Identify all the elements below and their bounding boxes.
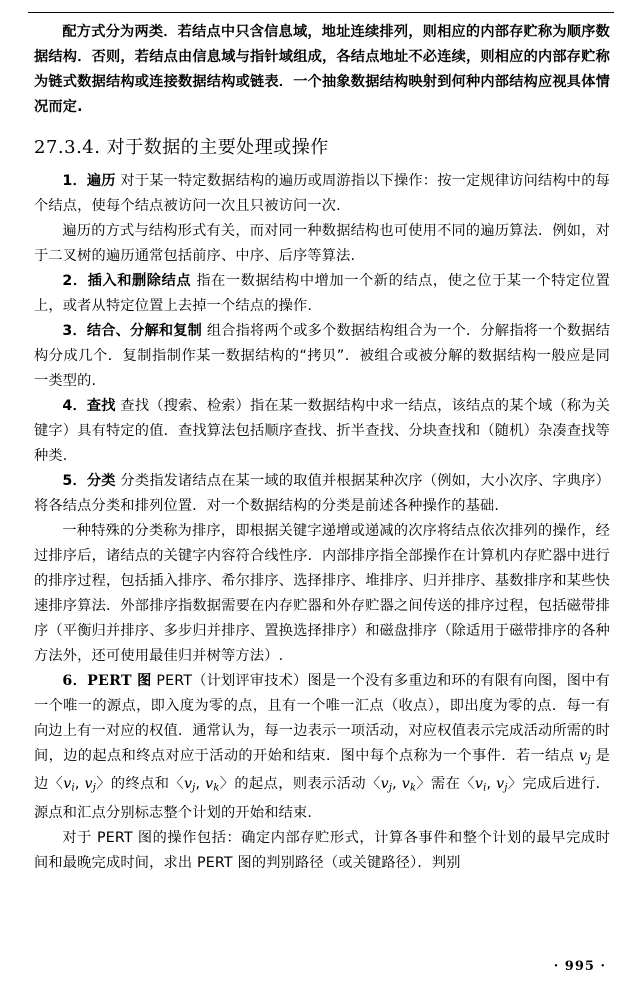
pert-seg: j [92, 782, 96, 794]
page-top-rule [28, 12, 614, 13]
list-item [34, 219, 610, 269]
list-item [34, 269, 610, 319]
pert-seg: , [486, 776, 497, 793]
pert-seg: k [213, 782, 220, 794]
list-item [34, 519, 610, 669]
pert-seg: v [84, 776, 93, 793]
item-text: 遍历的方式与结构形式有关，而对同一种数据结构也可使用不同的遍历算法．例如，对于二叉树的遍历通常包括前序、中序、后序等算法. [34, 223, 610, 264]
item-label: 3．结合、分解和复制 [62, 323, 203, 339]
pert-label: 6．PERT 图 [62, 673, 152, 689]
pert-seg: j [504, 782, 508, 794]
pert-seg: v [579, 748, 588, 764]
pert-seg: i [71, 782, 75, 794]
item-text: 组合指将两个或多个数据结构组合为一个．分解指将一个数据结构分成几个．复制指制作某一数据结构的“拷贝”．被组合或被分解的数据结构一般应是同一类型的. [34, 323, 610, 389]
pert-seg: v [205, 776, 214, 793]
item-text: 查找（搜索、检索）指在某一数据结构中求一结点，该结点的某个域（称为关键字）具有特定的值．查找算法包括顺序查找、折半查找、分块查找和（随机）杂凑查找等种类. [34, 398, 610, 464]
pert-closing-paragraph: 对于 PERT 图的操作包括：确定内部存贮形式，计算各事件和整个计划的最早完成时间和最晚完成时间，求出 PERT 图的判别路径（或关键路径）．判别 [34, 829, 610, 871]
section-number: 27.3.4. [34, 137, 101, 158]
pert-seg: v [401, 776, 410, 793]
pert-seg: v [63, 776, 72, 793]
pert-seg: v [496, 776, 505, 793]
pert-seg: , [74, 776, 85, 793]
item-text: 一种特殊的分类称为排序，即根据关键字递增或递减的次序将结点依次排列的操作，经过排序后，诸结点的关键字内容符合线性序．内部排序指全部操作在计算机内存贮器中进行的排序过程，包括插入排序、希尔排序、选择排序、堆排序、归并排序、基数排序和某些快速排序算法．外部排序指数据需要在内存贮器和外存贮器之间传送的排序过程，包括磁带排序（平衡归并排序、多步归并排序、置换选择排序）和磁盘排序（除适用于磁带排序的各种方法外，还可使用最佳归并树等方法）. [34, 523, 610, 664]
item-label: 4．查找 [62, 398, 116, 414]
item-label: 2．插入和删除结点 [62, 273, 192, 289]
pert-seg: j [388, 782, 393, 794]
pert-seg: 〉的起点，则表示活动〈 [219, 776, 381, 793]
pert-seg: v [183, 776, 193, 793]
item-label: 1．遍历 [62, 173, 116, 189]
section-heading [34, 133, 610, 163]
paragraph-intro: 配方式分为两类．若结点中只含信息域，地址连续排列，则相应的内部存贮称为顺序数据结构．否则，若结点由信息域与指针域组成，各结点地址不必连续，则相应的内部存贮称为链式数据结构或连接数据结构或链表．一个抽象数据结构映射到何种内部结构应视具体情况而定. [34, 24, 610, 115]
pert-seg: , [392, 776, 402, 793]
pert-seg: k [409, 782, 417, 794]
pert-seg: j [587, 754, 591, 766]
pert-seg: 〉完成后进行．源点和汇点分别标志整个计划的开始和结束. [34, 776, 611, 821]
item-label: 5．分类 [62, 473, 116, 489]
item-text: 分类指发诸结点在某一域的取值并根据某种次序（例如，大小次序、字典序）将各结点分类和排列位置．对一个数据结构的分类是前述各种操作的基础. [34, 473, 610, 514]
item-text: 指在一数据结构中增加一个新的结点，使之位于某一个特定位置上，或者从特定位置上去掉一个结点的操作. [34, 273, 610, 314]
pert-seg: , [195, 776, 206, 793]
section-title: 对于数据的主要处理或操作 [106, 137, 329, 158]
pert-seg: PERT（计划评审技术）图是一个没有多重边和环的有限有向图，图中有一个唯一的源点，即入度为零的点，且有一个唯一汇点（收点），即出度为零的点．每一有向边上有一对应的权值．通常认为，每一边表示一项活动，对应权值表示完成活动所需的时间，边的起点和终点对应于活动的开始和结束．图中每个点称为一个事件．若一结点 [34, 673, 610, 764]
pert-paragraph [34, 669, 610, 826]
list-item [34, 394, 610, 469]
pert-seg: j [192, 782, 196, 794]
list-item [34, 319, 610, 394]
pert-seg: v [380, 776, 389, 793]
pert-seg: v [474, 776, 484, 793]
pert-seg: i [483, 782, 487, 794]
list-item [34, 469, 610, 519]
page-number: · 995 · [553, 959, 606, 974]
pert-seg: 〉需在〈 [416, 776, 475, 793]
item-text: 对于某一特定数据结构的遍历或周游指以下操作：按一定规律访问结构中的每个结点，使每个结点被访问一次且只被访问一次. [34, 173, 610, 214]
body-text [34, 20, 610, 876]
pert-seg: 是边〈 [34, 748, 610, 793]
list-item [34, 169, 610, 219]
pert-seg: 〉的终点和〈 [96, 776, 184, 793]
